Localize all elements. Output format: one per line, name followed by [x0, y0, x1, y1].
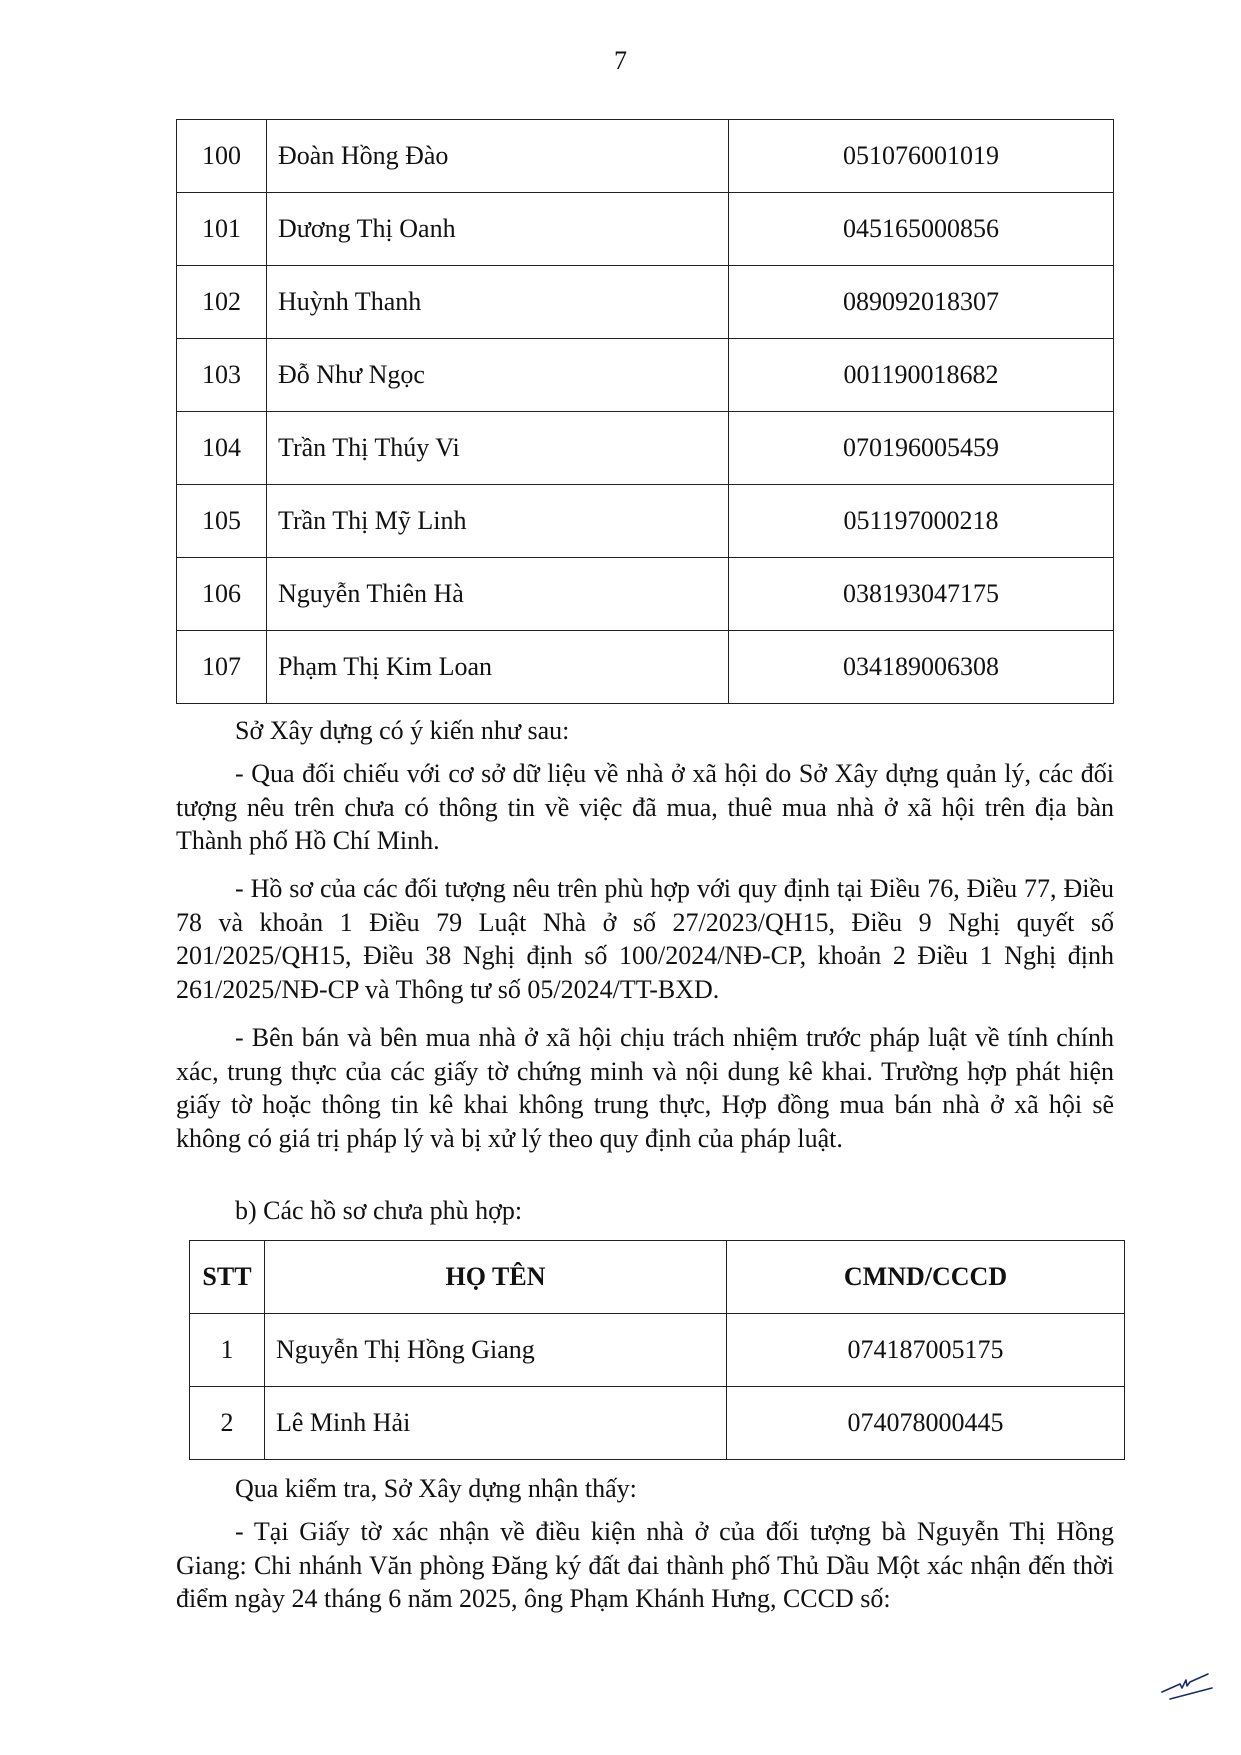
stt-cell: 100 — [177, 120, 267, 193]
name-cell: Đoàn Hồng Đào — [267, 120, 729, 193]
table-row — [177, 120, 1114, 193]
name-cell: Lê Minh Hải — [265, 1387, 727, 1460]
opinion-point-3: - Bên bán và bên mua nhà ở xã hội chịu trách nhiệm trước pháp luật về tính chính xác, trung thực của các giấy tờ chứng minh và nội dung kê khai. Trường hợp phát hiện giấy tờ hoặc thông tin kê khai không trung thực, Hợp đồng mua bán nhà ở xã hội sẽ không có giá trị pháp lý và bị xử lý theo quy định của pháp luật. — [176, 1023, 1114, 1153]
id-cell: 038193047175 — [729, 558, 1114, 631]
table-row — [177, 266, 1114, 339]
opinion-point-2: - Hồ sơ của các đối tượng nêu trên phù hợp với quy định tại Điều 76, Điều 77, Điều 78 và khoản 1 Điều 79 Luật Nhà ở số 27/2023/QH15, Điều 9 Nghị quyết số 201/2025/QH15, Điều 38 Nghị định số 100/2024/NĐ-CP, khoản 2 Điều 1 Nghị định 261/2025/NĐ-CP và Thông tư số 05/2024/TT-BXD. — [176, 874, 1114, 1004]
section-b-heading: b) Các hồ sơ chưa phù hợp: — [235, 1196, 523, 1225]
stt-cell: 103 — [177, 339, 267, 412]
id-cell: 051197000218 — [729, 485, 1114, 558]
table-row — [190, 1314, 1125, 1387]
opinion-point-1: - Qua đối chiếu với cơ sở dữ liệu về nhà ở xã hội do Sở Xây dựng quản lý, các đối tượng nêu trên chưa có thông tin về việc đã mua, thuê mua nhà ở xã hội trên địa bàn Thành phố Hồ Chí Minh. — [176, 759, 1114, 855]
name-cell: Huỳnh Thanh — [267, 266, 729, 339]
table-row — [177, 193, 1114, 266]
name-cell: Dương Thị Oanh — [267, 193, 729, 266]
id-cell: 051076001019 — [729, 120, 1114, 193]
eligible-applicants-table — [176, 119, 1114, 704]
ineligible-applicants-table — [189, 1240, 1125, 1460]
table-row — [190, 1387, 1125, 1460]
id-cell: 001190018682 — [729, 339, 1114, 412]
header-name: HỌ TÊN — [265, 1241, 727, 1314]
name-cell: Trần Thị Mỹ Linh — [267, 485, 729, 558]
table-row — [177, 339, 1114, 412]
header-id: CMND/CCCD — [727, 1241, 1125, 1314]
header-stt: STT — [190, 1241, 265, 1314]
id-cell: 070196005459 — [729, 412, 1114, 485]
id-cell: 089092018307 — [729, 266, 1114, 339]
name-cell: Trần Thị Thúy Vi — [267, 412, 729, 485]
inspection-intro: Qua kiểm tra, Sở Xây dựng nhận thấy: — [235, 1474, 637, 1503]
signature-icon — [1160, 1670, 1232, 1700]
table-row — [177, 412, 1114, 485]
id-cell: 074187005175 — [727, 1314, 1125, 1387]
stt-cell: 1 — [190, 1314, 265, 1387]
stt-cell: 107 — [177, 631, 267, 704]
page-number: 7 — [614, 46, 627, 75]
table-header-row — [190, 1241, 1125, 1314]
id-cell: 034189006308 — [729, 631, 1114, 704]
name-cell: Phạm Thị Kim Loan — [267, 631, 729, 704]
table-row — [177, 631, 1114, 704]
opinion-intro: Sở Xây dựng có ý kiến như sau: — [235, 716, 570, 745]
name-cell: Đỗ Như Ngọc — [267, 339, 729, 412]
stt-cell: 101 — [177, 193, 267, 266]
stt-cell: 106 — [177, 558, 267, 631]
table-row — [177, 485, 1114, 558]
name-cell: Nguyễn Thị Hồng Giang — [265, 1314, 727, 1387]
name-cell: Nguyễn Thiên Hà — [267, 558, 729, 631]
inspection-point-1: - Tại Giấy tờ xác nhận về điều kiện nhà ở của đối tượng bà Nguyễn Thị Hồng Giang: Chi nhánh Văn phòng Đăng ký đất đai thành phố Thủ Dầu Một xác nhận đến thời điểm ngày 24 tháng 6 năm 2025, ông Phạm Khánh Hưng, CCCD số: — [176, 1517, 1114, 1613]
stt-cell: 2 — [190, 1387, 265, 1460]
stt-cell: 104 — [177, 412, 267, 485]
table-row — [177, 558, 1114, 631]
id-cell: 074078000445 — [727, 1387, 1125, 1460]
stt-cell: 102 — [177, 266, 267, 339]
stt-cell: 105 — [177, 485, 267, 558]
id-cell: 045165000856 — [729, 193, 1114, 266]
